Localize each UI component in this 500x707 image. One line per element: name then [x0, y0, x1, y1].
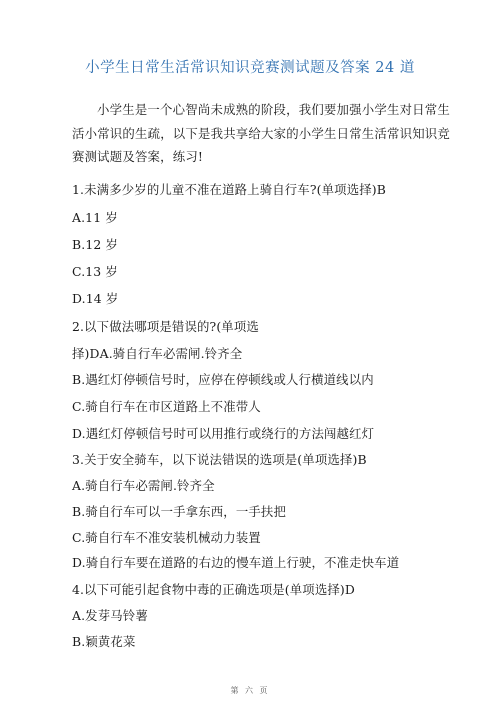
option-2d: D.遇红灯停顿信号时可以用推行或绕行的方法闯越红灯: [72, 426, 375, 441]
question-4: 4.以下可能引起食物中毒的正确选项是(单项选择)D: [72, 582, 355, 597]
option-1d: D.14 岁: [72, 291, 119, 306]
intro-paragraph: 小学生是一个心智尚未成熟的阶段，我们要加强小学生对日常生活小常识的生疏，以下是我共享给大家的小学生日常生活常识知识竞赛测试题及答案，练习!: [72, 102, 450, 164]
option-2b: B.遇红灯停顿信号时，应停在停顿线或人行横道线以内: [72, 372, 374, 387]
document-title: 小学生日常生活常识知识竞赛测试题及答案 24 道: [85, 60, 415, 76]
question-2: 2.以下做法哪项是错误的?(单项选: [72, 319, 259, 334]
option-3d: D.骑自行车要在道路的右边的慢车道上行驶，不准走快车道: [72, 555, 400, 570]
option-1b: B.12 岁: [72, 237, 119, 252]
option-1c: C.13 岁: [72, 264, 118, 279]
option-3c: C.骑自行车不准安装机械动力装置: [72, 530, 261, 545]
question-3: 3.关于安全骑车，以下说法错误的选项是(单项选择)B: [72, 452, 367, 467]
question-2-cont: 择)DA.骑自行车必需闸.铃齐全: [72, 346, 243, 361]
option-1a: A.11 岁: [72, 210, 118, 225]
question-1: 1.未满多少岁的儿童不准在道路上骑自行车?(单项选择)B: [72, 182, 387, 197]
option-4a: A.发芽马铃薯: [72, 608, 148, 623]
option-2c: C.骑自行车在市区道路上不准带人: [72, 399, 261, 414]
option-4b: B.颖黄花菜: [72, 634, 136, 649]
option-3a: A.骑自行车必需闸.铃齐全: [72, 478, 215, 493]
option-3b: B.骑自行车可以一手拿东西，一手扶把: [72, 504, 286, 519]
page-number: 第 六 页: [230, 686, 270, 695]
